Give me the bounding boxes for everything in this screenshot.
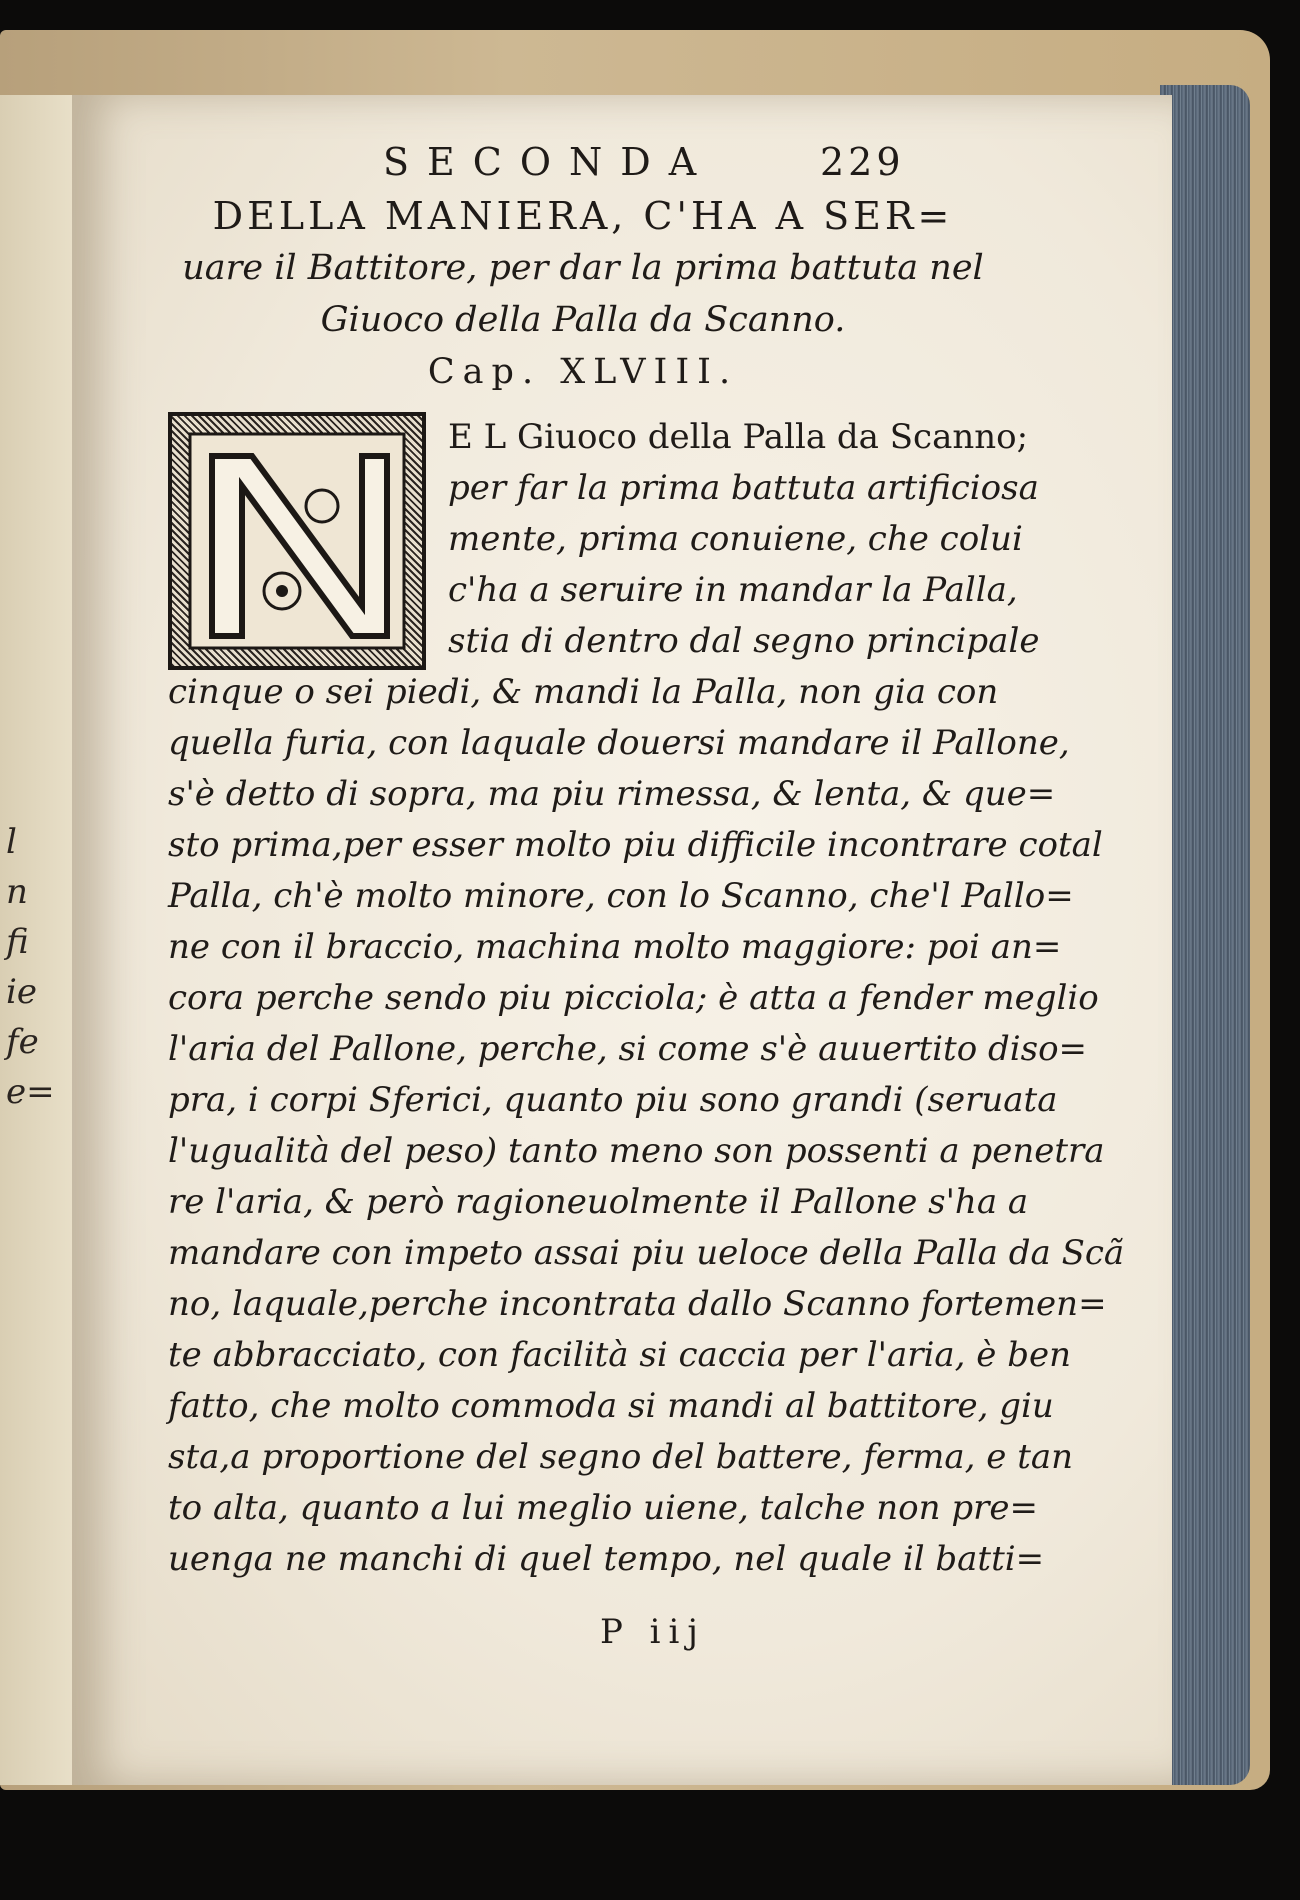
body-line: mente, prima conuiene, che colui [448, 519, 1023, 559]
body-line: cinque o sei piedi, & mandi la Palla, non gia con [168, 672, 999, 712]
left-page-fragment: ie [6, 972, 37, 1012]
left-page-fragment: n [6, 872, 28, 912]
left-page-fragment: e= [6, 1072, 55, 1112]
body-line: cora perche sendo piu picciola; è atta a fender meglio [168, 978, 1099, 1018]
body-line: sto prima,per esser molto piu difficile incontrare cotal [168, 825, 1103, 865]
body-text [168, 412, 1125, 1585]
body-line: quella furia, con laquale douersi mandare il Pallone, [168, 723, 1070, 763]
left-page-fragment: fe [6, 1022, 39, 1062]
body-line: l'aria del Pallone, perche, si come s'è auuertito diso= [168, 1029, 1088, 1069]
body-line: mandare con impeto assai piu ueloce della Palla da Scã [168, 1233, 1125, 1273]
signature-mark: P iij [600, 1612, 706, 1652]
chapter-title-line: uare il Battitore, per dar la prima battuta nel [182, 248, 984, 288]
page-number: 229 [820, 140, 905, 184]
running-head-title: SECONDA [383, 140, 715, 184]
body-line: ne con il braccio, machina molto maggiore: poi an= [168, 927, 1062, 967]
body-line: te abbracciato, con facilità si caccia per l'aria, è ben [168, 1335, 1072, 1375]
body-line: to alta, quanto a lui meglio uiene, talche non pre= [168, 1488, 1038, 1528]
body-line: c'ha a seruire in mandar la Palla, [448, 570, 1018, 610]
body-line: pra, i corpi Sferici, quanto piu sono grandi (seruata [168, 1080, 1058, 1120]
body-line: re l'aria, & però ragioneuolmente il Pallone s'ha a [168, 1182, 1029, 1222]
body-line: Palla, ch'è molto minore, con lo Scanno, che'l Pallo= [168, 876, 1074, 916]
body-line: per far la prima battuta artificiosa [448, 468, 1039, 508]
body-line: uenga ne manchi di quel tempo, nel quale il batti= [168, 1539, 1045, 1579]
body-line: s'è detto di sopra, ma piu rimessa, & lenta, & que= [168, 774, 1056, 814]
body-line: fatto, che molto commoda si mandi al battitore, giu [168, 1386, 1054, 1426]
chapter-heading [168, 190, 998, 398]
body-line: l'ugualità del peso) tanto meno son possenti a penetra [168, 1131, 1105, 1171]
body-line: no, laquale,perche incontrata dallo Scanno fortemen= [168, 1284, 1107, 1324]
initial-letter-n [172, 416, 422, 666]
body-line: stia di dentro dal segno principale [448, 621, 1040, 661]
body-line: sta,a proportione del segno del battere, ferma, e tan [168, 1437, 1074, 1477]
body-line: E L Giuoco della Palla da Scanno; [448, 417, 1029, 457]
page-edges [1160, 85, 1250, 1785]
page-text [168, 140, 1125, 1585]
chapter-title-caps: DELLA MANIERA, C'HA A SER= [212, 194, 954, 238]
chapter-number: Cap. XLVIII. [427, 352, 739, 392]
left-page-fragment: l [6, 822, 17, 862]
running-head [168, 140, 998, 190]
decorated-initial [168, 412, 426, 670]
chapter-title-line: Giuoco della Palla da Scanno. [320, 300, 846, 340]
left-page-fragment: fi [6, 922, 29, 962]
